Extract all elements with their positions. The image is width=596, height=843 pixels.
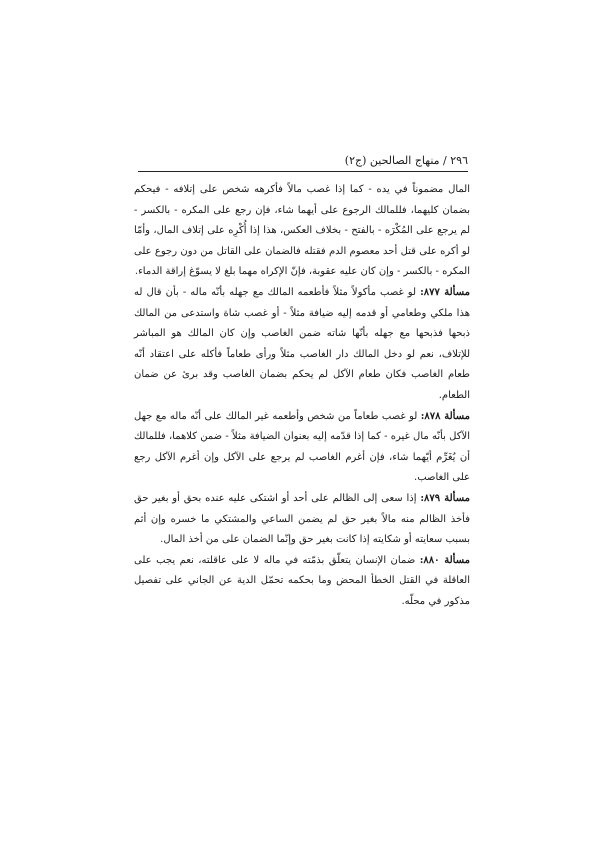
header-divider bbox=[138, 171, 468, 172]
paragraph-issue-877 bbox=[134, 283, 470, 407]
page-title: ٢٩٦ / منهاج الصالحين (ج٢) bbox=[344, 154, 468, 167]
paragraph-text: المال مضموناً في يده - كما إذا غصب مالاً فأكرهه شخص على إتلافه - فيحكم بضمان كليهما، فللمالك الرجوع على أيهما شاء، فإن رجع على المكره - بالكسر - لم يرجع على المُكْرَه - بالفتح - بخلاف العكس، هذا إذا أُكْرِه على إتلاف المال، وأمّا لو أكره على قتل أحد معصوم الدم فقتله فالضمان على القاتل من دون رجوع على المكره - بالكسر - وإن كان عليه عقوبة، فإنّ الإكراه مهما بلغ لا يسوّغ إراقة الدماء. bbox=[134, 184, 470, 278]
paragraph-text: لو غصب مأكولاً مثلاً فأطعمه المالك مع جهله بأنّه ماله - بأن قال له هذا ملكي وطعامي أو قدمه إليه ضيافة مثلاً - أو غصب شاة واستدعى من المالك ذبحها فذبحها مع جهله بأنّها شاته ضمن الغاصب وإن كان المالك هو المباشر للإتلاف، نعم لو دخل المالك دار الغاصب مثلاً ورأى طعاماً فأكله على اعتقاد أنّه طعام الغاصب فكان طعام الآكل لم يحكم بضمان الغاصب وقد برئ عن ضمان الطعام. bbox=[134, 286, 470, 401]
paragraph-issue-878 bbox=[134, 407, 470, 489]
issue-label: مسألة ٨٨٠: bbox=[419, 554, 471, 566]
paragraph-continuation bbox=[134, 180, 470, 283]
issue-label: مسألة ٨٧٨: bbox=[420, 410, 471, 422]
paragraph-issue-880 bbox=[134, 551, 470, 613]
paragraph-text: لو غصب طعاماً من شخص وأطعمه غير المالك على أنّه ماله مع جهل الآكل بأنّه مال غيره - كما إذا قدّمه إليه بعنوان الضيافة مثلاً - ضمن كلاهما، فللمالك أن يُغَرِّم أيّهما شاء، فإن أغرم الغاصب لم يرجع على الآكل وإن أغرم الآكل رجع على الغاصب. bbox=[134, 410, 470, 484]
page-header bbox=[138, 152, 468, 170]
issue-label: مسألة ٨٧٩: bbox=[420, 492, 470, 504]
page-body bbox=[134, 180, 470, 612]
issue-label: مسألة ٨٧٧: bbox=[420, 286, 471, 298]
paragraph-issue-879 bbox=[134, 489, 470, 551]
paragraph-text: إذا سعى إلى الظالم على أحد أو اشتكى عليه عنده بحق أو بغير حق فأخذ الظالم منه مالاً بغير حق لم يضمن الساعي والمشتكي ما خسره وإن أثم بسبب سعايته أو شكايته إذا كانت بغير حق وإنّما الضمان على من أخذ المال. bbox=[134, 492, 470, 546]
paragraph-text: ضمان الإنسان يتعلّق بذمّته في ماله لا على عاقلته، نعم يجب على العاقلة في القتل الخطأ المحض وما بحكمه تحمّل الدية عن الجاني على تفصيل مذكور في محلّه. bbox=[134, 554, 470, 607]
